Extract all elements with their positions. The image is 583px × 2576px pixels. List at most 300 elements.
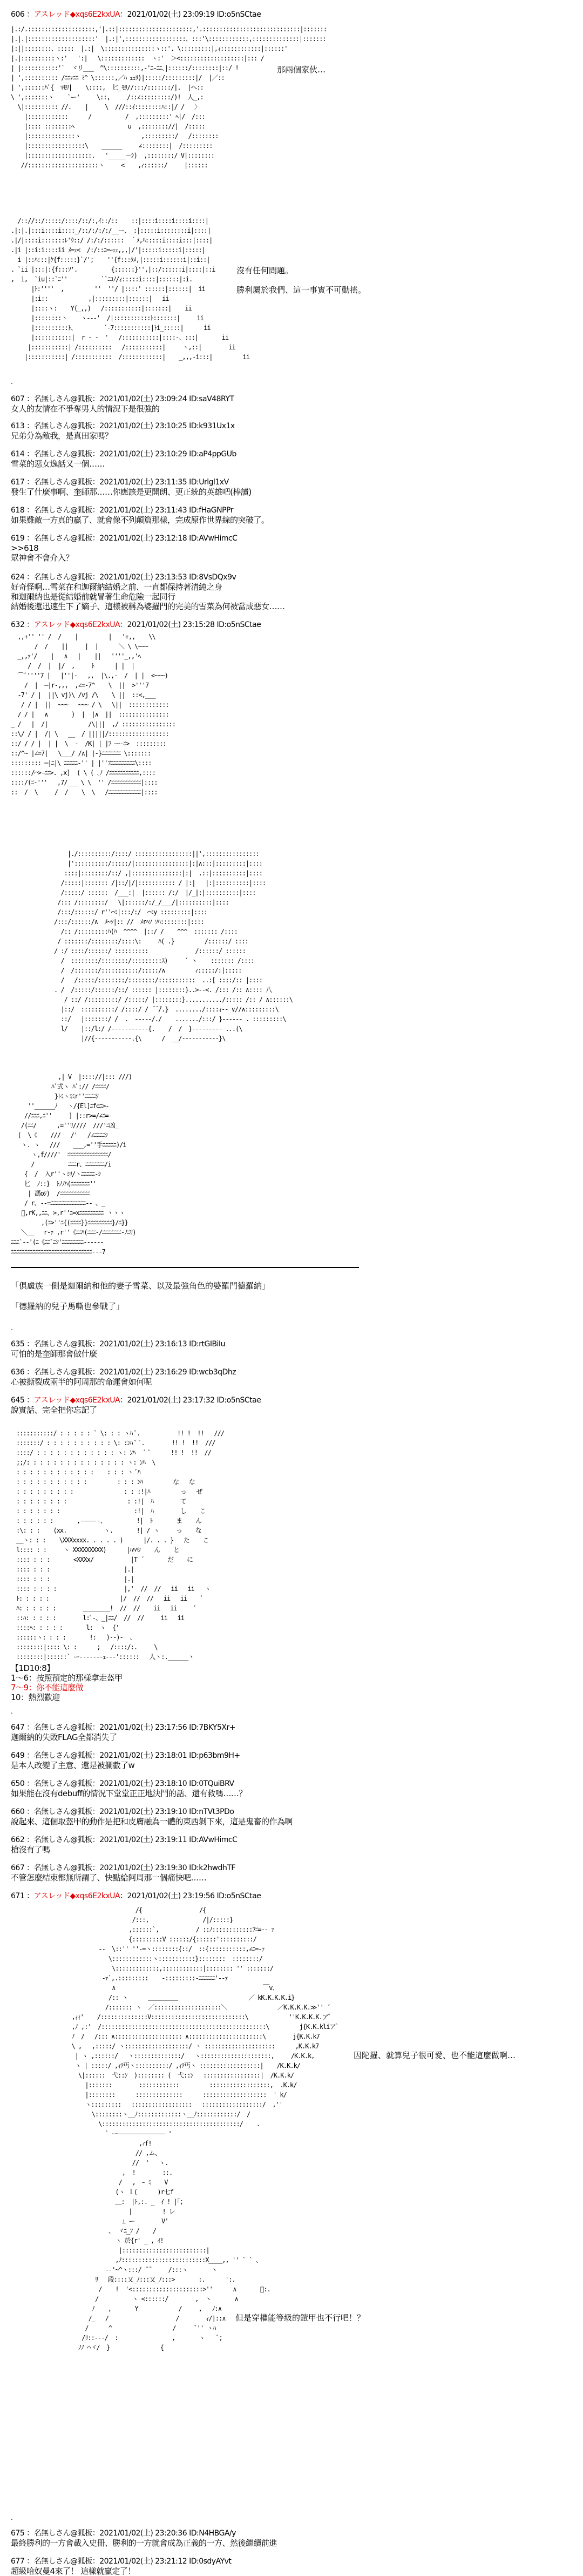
ascii-art-line: ,::::::`, / ::ﾉ::::::::::::ﾌﾆ=-- ｧ <box>65 1926 274 1933</box>
poster-id[interactable]: ID:fHaGNPPr <box>189 506 233 515</box>
separator: ： <box>24 2529 34 2538</box>
ascii-art-line: |.|.|::::::::::::::::::::' |.:|',::::::::::::::::::、:::'\::::::::::::,::::::::::::::|::::::: <box>11 35 326 43</box>
post <box>11 1723 235 1742</box>
post <box>11 505 269 525</box>
dice-option: 1～6：按照預定的那樣拿走盔甲 <box>11 1673 123 1683</box>
ascii-art-line: ﾊ: : : : : : ________! // // ii ii ﾞ <box>16 1604 196 1612</box>
ascii-art-line: / / | ∧ ) | |∧ || ::::::::::::::: <box>11 711 169 718</box>
ascii-art-line: : : : : : : : : : :!| ﾊ て <box>16 1498 186 1505</box>
post-header <box>11 477 252 487</box>
ascii-art-line: : : : : : : : : : : : : : : ﾝﾊ な な <box>16 1478 195 1486</box>
post <box>11 10 261 19</box>
separator: ： <box>92 450 100 458</box>
post-body-line: 和迦爾納也是從結婚前就冒著生命危險一起同行 <box>11 592 175 602</box>
post-header <box>11 2557 231 2566</box>
period-marker: . <box>11 378 13 386</box>
ascii-art <box>11 216 249 362</box>
poster-id[interactable]: ID:N4HBGA/y <box>189 2529 236 2538</box>
post-number[interactable]: 649 <box>11 1751 25 1760</box>
ascii-art-line: \ ',:::::::ヽ `ー' \::, /::∠:::::::::/)! 人_,: <box>11 93 204 101</box>
ascii-art-line: | ヽ ,::::::/ ヽ::::::::::::::/ ヽ:::::::::::::::::::::, /K.K.k, <box>65 2052 315 2060</box>
ascii-art-line: |::::::::::::::ヽ ,:::::::::/ /:::::::: <box>11 132 219 140</box>
separator: ： <box>92 534 100 543</box>
separator: ： <box>24 1779 34 1788</box>
post-number[interactable]: 618 <box>11 506 25 515</box>
separator: ： <box>24 506 34 515</box>
ascii-art <box>11 1072 136 1257</box>
ascii-art-line: ,ﾉ:::::::::::::::::::::::::X____,, '' ` ` 、 <box>65 2256 262 2264</box>
separator: ： <box>92 1864 100 1872</box>
ascii-art-line: .|:|.|:::i::::i::::_/::/:/:/:/__ー、 :|:::::i::::::::i|::::| <box>11 227 211 234</box>
ascii-art-line: |.|::::::::::ヽ:' ':| \::::::::::::: ヽ:' ＞<:::::::::::::::::::|::: / <box>11 55 264 62</box>
ascii-art-line: ::::/ : : : : : : : : : : : : ヽ: ﾝﾊ ﾞ ﾞ !! ! !! // <box>16 1449 211 1456</box>
ascii-art-line: : : : : : : : : : : : :!|ﾊ っ ぜ <box>16 1488 202 1495</box>
post <box>11 1891 261 1901</box>
ascii-art-line: /::: /::::::::/ \|::::::/:/_/___/|::::::::::|:::: <box>54 899 229 906</box>
post-date: 2021/01/02(土) 23:10:25 <box>99 422 187 430</box>
ascii-art-line: \ , ,:::::/ ヽ:::::::::::::::::::/ ヽ ::::::::::::::::::::: ,K.K.k7 <box>65 2042 319 2050</box>
post-date: 2021/01/02(土) 23:19:56 <box>127 1892 215 1900</box>
post <box>11 1395 261 1415</box>
poster-id[interactable]: ID:rtGIBiIu <box>189 1340 225 1348</box>
dice-option-selected: 7～9：你不能這麼做 <box>11 1683 84 1692</box>
ascii-art-line: |:::::::::::| /:::::::::: /:::::::::::| ヽ,::| ii <box>11 343 235 351</box>
post-number[interactable]: 607 <box>11 395 25 403</box>
separator: ： <box>92 2529 100 2538</box>
ascii-art-line: |:||::::::::、::::: |.:| \:::::::::::::::ヽ::'. \:::::::::|,ｨ::::::::::::|::::::' <box>11 45 288 52</box>
ascii-art-line: / ﾆﾆﾆr、ﾆﾆﾆﾆﾆﾆﾆ/i <box>11 1161 111 1168</box>
ascii-art-line: |::::ヽ: Y(_,,) /:::::::::::|:::::::| ii <box>11 305 192 312</box>
ascii-art-line: /ﾘ::---/ : , ヽ ﾞ; <box>65 2334 222 2342</box>
post-number[interactable]: 671 <box>11 1892 25 1900</box>
ascii-art-line: :::: : : : <XXXx/ |T ´ だ に <box>16 1556 193 1563</box>
period-marker: . <box>11 1324 13 1332</box>
ascii-art-line: / r、--=ﾆﾆﾆﾆﾆﾆﾆﾆﾆﾆﾆﾆﾆ-- 、_ <box>11 1199 105 1207</box>
post-body-line: 如果難敵一方真的贏了、就會像不列顛篇那樣，完成原作世界線的突破了。 <box>11 515 269 525</box>
poster-name: 名無しさん@狐板 <box>33 1723 92 1732</box>
ascii-art-line: ::::|::::::::/::/ ,|:::::::::::::::|:| .::|::::::::::|:::: <box>54 869 262 877</box>
post-header <box>11 421 235 431</box>
separator: ： <box>120 1892 127 1900</box>
ascii-art-line: / , ｰ ﾐ V <box>65 2179 168 2186</box>
post-body-line: 不管怎麼結束都無所謂了、快點給阿周那一個痛快吧…… <box>11 1873 207 1883</box>
separator: ： <box>92 422 100 430</box>
ascii-art-line: /:::, /|/:::::} <box>65 1916 233 1924</box>
ascii-art-line: ::::::::|::::::` ー-------ｪ---':::::: 人ヽ:.______ヽ <box>16 1653 194 1661</box>
post-header <box>11 1891 261 1901</box>
ascii-art-line: |:::::::::::: / / ,:::::::::' ﾍ|/ /::: <box>11 113 205 120</box>
author-name: アスレッド◆xqs6E2kxUA <box>33 1396 120 1405</box>
ascii-art-line: \|:::::::::: //. | \ ///::ｲ::::::::ﾊ::|/ / 〉 <box>11 103 200 111</box>
post-body-line: 發生了什麼事啊、奎師那……你應該是更開朗、更正統的英雄吧(棒讀) <box>11 487 252 497</box>
post-body-line: 可怕的是奎師那會做什麼 <box>11 1349 97 1359</box>
narration-text: 「德羅納的兒子馬嘶也參戰了」 <box>11 1302 125 1311</box>
post-date: 2021/01/02(土) 23:19:10 <box>99 1808 187 1816</box>
post-number[interactable]: 617 <box>11 478 25 487</box>
post-header <box>11 2528 277 2538</box>
post-body-line: 結婚後還迅速生下了嫡子、這樣被稱為婆羅門的完美的雪菜為何被當成惡女…… <box>11 602 285 611</box>
post-number[interactable]: 635 <box>11 1340 25 1348</box>
post-header <box>11 1751 240 1761</box>
post-number[interactable]: 613 <box>11 422 25 430</box>
poster-id[interactable]: ID:o5nSCtae <box>216 10 261 19</box>
ascii-art-line: /:::/::::::/∧ ﾒ~ｿ|:: // ﾒrﾍｿ ｿﾊ::::::::|:::: <box>54 918 204 926</box>
poster-id[interactable]: ID:8VsDQx9v <box>189 573 236 582</box>
poster-id[interactable]: ID:nTVt3PDo <box>189 1808 234 1816</box>
poster-name: 名無しさん@狐板 <box>33 2529 92 2538</box>
ascii-art-line: ヽ::::::::: :::::::::::::::::: ::::::::::::::::::/ ,'' <box>65 2101 283 2108</box>
post-date: 2021/01/02(土) 23:12:18 <box>99 534 187 543</box>
ascii-art-line: / / | || ~~~ ~~~ / \ \|| :::::::::::: <box>11 701 169 709</box>
post-header <box>11 1807 293 1817</box>
ascii-art-line: / /:::::::/:::::::::::/:::::/∧ ｨ:::::/:|::::: <box>54 967 242 974</box>
post-date: 2021/01/02(土) 23:20:36 <box>99 2529 187 2538</box>
post <box>11 534 237 563</box>
separator: ： <box>92 1368 100 1377</box>
dialogue-text: 沒有任何問題。 <box>236 266 294 275</box>
post-date: 2021/01/02(土) 23:10:29 <box>99 450 187 458</box>
separator: ： <box>24 1368 34 1377</box>
post <box>11 1367 236 1387</box>
reply-anchor-link[interactable]: >>618 <box>11 543 39 553</box>
ascii-art-line: :::: : : : : |,' // // ii ii ヽ <box>16 1585 211 1593</box>
post-number[interactable]: 624 <box>11 573 25 582</box>
ascii-art-line: ＿: |ﾄ,:. _ ｲ ! |｢; <box>65 2198 183 2206</box>
post-body-line: 最終勝利的一方會載入史冊、勝利的一方就會成為正義的一方、然後繼續前進 <box>11 2538 277 2548</box>
ascii-art-line: |:::::::::::::::::::::::::| <box>65 2247 209 2254</box>
ascii-art-line: , ! ::. <box>65 2169 173 2176</box>
post-body-line: 眾神會不會介入？ <box>11 553 74 563</box>
post <box>11 1863 235 1883</box>
poster-id[interactable]: ID:AVwHimcC <box>189 1836 238 1844</box>
ascii-art-line: | ',::::::ﾊﾞ{ ﾏﾓﾘ| \::::, 匕_ﾓﾘ//:::/:::::::/|. |ヘ:: <box>11 84 204 91</box>
post-header <box>11 1723 235 1732</box>
post-header <box>11 620 261 630</box>
post-header <box>11 1779 247 1789</box>
narration-text: 「俱盧族一側是迦爾納和他的妻子雪菜、以及最強角色的婆羅門德羅納」 <box>11 1281 270 1291</box>
ascii-art-line: ::::::::: ─|ﾆ|\ ﾆﾆﾆﾆﾆ-'' | |''ﾌﾆﾆﾆﾆﾆﾆﾆﾆﾆ\:::: <box>11 759 152 767</box>
ascii-art-line: ,ｨf! <box>65 2140 152 2147</box>
dialogue-text: 那兩個家伙… <box>277 65 326 75</box>
post-date: 2021/01/02(土) 23:11:35 <box>99 478 187 487</box>
post-date: 2021/01/02(土) 23:09:19 <box>127 10 215 19</box>
post-date: 2021/01/02(土) 23:15:28 <box>127 621 215 629</box>
ascii-art-line: ::/ / / | | | \ - /K| | |ﾌ ｰｰ-ﾆ> ::::::::: <box>11 740 166 747</box>
poster-name: 名無しさん@狐板 <box>33 422 92 430</box>
ascii-art-line: :: / \ / / \ \ /ﾆﾆﾆﾆﾆﾆﾆﾆﾆﾆﾆﾆ|:::: <box>11 788 158 796</box>
poster-name: 名無しさん@狐板 <box>33 1836 92 1844</box>
post-number[interactable]: 619 <box>11 534 25 543</box>
ascii-art-line: ::/^~ |∠=7| \___/ /∧| |-}ﾆﾆﾆﾆﾆﾆﾆ \::::::: <box>11 750 151 757</box>
ascii-art-line: //ﾆﾆﾆ,ﾆ'' ] |::r>=/∠ﾆ=- <box>11 1112 112 1120</box>
ascii-art-line: . / /:::::/::::::/::/ :::::: |::::::::}..>--<. /::: /:: ∧:::: 八 <box>54 986 272 994</box>
ascii-art-line: |:::::::: :::::::::::::: ::::::::::::::::::: ' k/ <box>65 2091 287 2099</box>
post-number[interactable]: 606 <box>11 10 25 19</box>
post-header <box>11 1367 236 1377</box>
poster-id[interactable]: ID:Urlgl1xV <box>189 478 229 487</box>
ascii-art-line: / ::/ /:::::::::/ /:::::/ |::::::::}.........../::::: /:: / ∧::::::\ <box>54 996 293 1003</box>
ascii-art-line: / / | |/ , ﾄ | | | <box>11 662 135 670</box>
ascii-art-line: ::\/ / | /| \ __ / |||||/:::::::::::::::::: <box>11 730 169 738</box>
ascii-art-line: -ｧ`,.::::::::: -:::::::::-ﾆﾆﾆﾆﾆﾆ'--ｧ <box>65 1974 228 1982</box>
post-header <box>11 1339 225 1349</box>
separator: ： <box>92 1751 100 1760</box>
post <box>11 572 285 611</box>
post <box>11 449 236 469</box>
ascii-art-line: ::ﾊ: : : : : l:ﾞ-、_|ﾆﾆ/ // // ii ii <box>16 1614 185 1622</box>
separator: ： <box>92 1779 100 1788</box>
separator: ： <box>92 1340 100 1348</box>
poster-id[interactable]: ID:k931Ux1x <box>189 422 235 430</box>
post <box>11 1835 237 1855</box>
ascii-art-line: ＼__ r-ｧ ,r''《ﾆﾆﾊ(ﾆﾆﾆ-/ﾆﾆﾆﾆﾆﾆﾆ-ﾉﾆﾘ) <box>11 1229 136 1236</box>
ascii-art-line: |:::::::::::::::::::. '_____－ｼ) ,::::::::/ V|:::::::: <box>11 152 215 159</box>
ascii-art-line: ﾆﾆﾆ`--'(ﾆ《ﾆﾆﾞﾆｼ'ﾆﾆﾆﾆﾆﾆﾆﾆ------ <box>11 1238 104 1246</box>
ascii-art-line: -‐'~^ヽ:::/ ̄ ̄ /:::ヽ ヽ <box>65 2266 217 2274</box>
ascii-art-line: // ,ム、 <box>65 2149 161 2157</box>
post <box>11 620 261 630</box>
separator: ： <box>24 1751 34 1760</box>
post-number[interactable]: 662 <box>11 1836 25 1844</box>
poster-id[interactable]: ID:0sdyAYvt <box>189 2557 232 2566</box>
ascii-art-line: | |:::::::::::'` ヾリ___ ^\::::::::::,-'ﾆ-ﾆﾆ､|::::::/::::::::|::/ ! <box>11 64 239 72</box>
ascii-art-line: /::::::: ヽ ／::::::::::::::::::::＼ ／K.K.K.K.≫'' ´ <box>65 2004 330 2011</box>
ascii-art-line: ::::::/⌒>-ﾆﾆ>. ,x] ( \ ( ､ﾉ /ﾆﾆﾆﾆﾆﾆﾆﾆﾆﾆﾆ,:::: <box>11 769 155 777</box>
separator: ： <box>92 573 100 582</box>
poster-id[interactable]: ID:o5nSCtae <box>216 1396 261 1405</box>
ascii-art-line: ﾉﾉ ⌒ヾ/ } { <box>65 2344 164 2351</box>
separator: ： <box>92 1723 100 1732</box>
post-body-line: 說起來、這個取盔甲的動作是把和皮膚融為一體的東西剝下來，這是鬼畜的作為啊 <box>11 1817 293 1826</box>
ascii-art-line: /:::/::::::/ r''⌒ﾐ|:::/:/ ⌒ﾐy :::::::::|:::: <box>54 908 207 916</box>
poster-id[interactable]: ID:0TQuiBRV <box>189 1779 234 1788</box>
post-number[interactable]: 650 <box>11 1779 25 1788</box>
post-date: 2021/01/02(土) 23:17:56 <box>99 1723 187 1732</box>
ascii-art-line: _,,ｧ'/ | ∧ | || ''''_,,'ﾍ <box>11 652 141 660</box>
author-name: アスレッド◆xqs6E2kxUA <box>33 1892 120 1900</box>
ascii-art <box>16 1428 224 1662</box>
ascii-art <box>11 24 327 170</box>
post <box>11 1779 247 1798</box>
poster-id[interactable]: ID:wcb3qDhz <box>189 1368 236 1377</box>
ascii-art-line: \:::::::::::::::::::::::::::::::::::::::::/ . <box>65 2120 260 2128</box>
separator: ： <box>92 1808 100 1816</box>
post <box>11 421 235 441</box>
poster-id[interactable]: ID:AVwHimcC <box>189 534 238 543</box>
ascii-art-line: ''______ﾉ ヽ/{El]ﾆf⊂ﾆ>- <box>11 1102 109 1110</box>
post-body-line: 如果能在沒有debuff的情況下堂堂正正地決鬥的話、還有救嗎……？ <box>11 1789 247 1798</box>
separator: ： <box>92 1836 100 1844</box>
ascii-art-line: ` ー―――――――――――――― ' <box>65 2130 172 2137</box>
ascii-art-line: |::::::::::ﾄ、 ´-7:::::::::::|ﾄi_:::::| ii <box>11 324 211 332</box>
ascii-art <box>65 1905 342 2352</box>
post-number[interactable]: 645 <box>11 1396 25 1405</box>
ascii-art-line: /:: /:::::::::ﾊ(ﾊ ^^^^ |::/ / ^^^ ::::::: /:::: <box>54 928 238 935</box>
post-header <box>11 394 234 404</box>
post-body-line: 女人的友情在不爭奪男人的情況下是很強的 <box>11 404 160 414</box>
ascii-art-line: ﾘ 段::::又_ﾉ:::又_ﾉ:::> :. ':. <box>65 2276 235 2283</box>
post-number[interactable]: 614 <box>11 450 25 458</box>
poster-name: 名無しさん@狐板 <box>33 1808 92 1816</box>
ascii-art-line: ::::/(ﾆ-''' ,7/___ \ \ '' /ﾆﾆﾆﾆﾆﾆﾆﾆﾆﾆﾆ|:::: <box>11 779 158 786</box>
ascii-art-line: __ヽ: : : \XXXxxxx. . . . . ) |/. . . } た こ <box>16 1536 209 1544</box>
post-number[interactable]: 636 <box>11 1368 25 1377</box>
ascii-art-line: ﾞ,rK,,ﾆﾆ、>,r''ﾆ=xﾆﾆﾆﾆﾆﾆﾆﾆﾆ ヽヽヽ <box>11 1209 125 1217</box>
ascii-art-line: \::::::::::::ヽ:::::::::::}:::::::: ::::::::/ <box>65 1955 262 1963</box>
ascii-art-line: ::::::ヽ: : : : !: )--)- 、 <box>16 1634 136 1641</box>
ascii-art-line: |:::: ::::::::ﾍ u ,:::::::://| /::::: <box>11 123 205 130</box>
ascii-art-line: : : : : : : : :!| ﾊ し こ <box>16 1507 206 1515</box>
separator: ： <box>24 621 34 629</box>
poster-id[interactable]: ID:aP4ppGUb <box>189 450 236 458</box>
poster-name: 名無しさん@狐板 <box>33 573 92 582</box>
ascii-art-line: (ヽ ｌ( )r七f <box>65 2188 174 2196</box>
ascii-art-line: ⌒ﾞ''''7 | |''|- ,, |\.,- / | | <~~~) <box>11 672 168 679</box>
dice-option: 10：熱烈歡迎 <box>11 1692 60 1702</box>
ascii-art-line: ﾊﾞ式ヽ ﾊﾞ:// /ﾆﾆﾆﾆ/ <box>11 1083 110 1090</box>
post-header <box>11 1395 261 1405</box>
ascii-art-line: ﾉ , Y / , ﾉ:∧ <box>65 2305 222 2312</box>
ascii-art-line: |//{-----------.{\ / __/-----------}\ <box>54 1035 226 1042</box>
separator: ： <box>120 10 127 19</box>
post-number[interactable]: 675 <box>11 2529 25 2538</box>
post-header <box>11 449 236 459</box>
post-date: 2021/01/02(土) 23:17:32 <box>127 1396 215 1405</box>
post-number[interactable]: 647 <box>11 1723 25 1732</box>
post-header <box>11 534 237 543</box>
ascii-art-line: .|/|::::i:::::::ﾚ'ｳ::/ /:/:/:::::: ｀ﾒ,ﾊ:::::i::::i:::|::::| <box>11 237 213 244</box>
poster-id[interactable]: ID:o5nSCtae <box>216 621 261 629</box>
separator: ： <box>120 1396 127 1405</box>
poster-id[interactable]: ID:k2hwdhTF <box>189 1864 235 1872</box>
ascii-art-line: : : : : : : ,-―――--、 !| ﾄ ま ん <box>16 1517 202 1525</box>
ascii-art-line: |:::::::::::::::::\ ______ ∠::::::::| /::::::::: <box>11 142 213 150</box>
separator: ： <box>24 2557 34 2566</box>
poster-name: 名無しさん@狐板 <box>33 1779 92 1788</box>
post-date: 2021/01/02(土) 23:19:30 <box>99 1864 187 1872</box>
post-number[interactable]: 660 <box>11 1808 25 1816</box>
poster-id[interactable]: ID:o5nSCtae <box>216 1892 261 1900</box>
ascii-art-line: |ﾄ:'''' , '' ''/ |::::' ::::::|::::::| ii <box>11 285 205 293</box>
ascii-art-line: |:i:: ,|:::::::::|::::::| ii <box>11 295 169 302</box>
ascii-art-line: _ / | /| /\||| ,/ :::::::::::::::: <box>11 720 176 728</box>
ascii-art-line: / / || | | ＼ \ \~~~ <box>11 643 148 650</box>
ascii-art-line: /_ / / ｨ/|::∧ <box>65 2315 226 2322</box>
dice-title: 【1D10:8】 <box>11 1663 55 1673</box>
post-body-line: 好奇怪啊…雪菜在和迦爾納結婚之前、一直都保持著清純之身 <box>11 582 222 592</box>
post-header <box>11 572 285 582</box>
post-date: 2021/01/02(土) 23:11:43 <box>99 506 187 515</box>
ascii-art-line: ,ｨｨ' /::::::::::::::V::::::::::::::::::::::::::::\ ''K.K.K.K.ア゜ <box>65 2013 334 2021</box>
separator: ： <box>24 10 34 19</box>
ascii-art-line: :::::::::::/ : : : : : ` \: : : ヽﾊ ﾞ. !! ! !! /// <box>16 1429 225 1437</box>
separator: ： <box>24 1808 34 1816</box>
ascii-art-line: // ' ヽ. <box>65 2159 168 2167</box>
ascii-art-line: ﾉ / /::: ∧:::::::::::::::::::: ∧::::::::::::::::::::::\ j{K.K.k7 <box>65 2033 320 2040</box>
ascii-art-line: ヽ 於{r' _ , ｲ! <box>65 2237 164 2244</box>
post-number[interactable]: 667 <box>11 1864 25 1872</box>
separator: ： <box>24 422 34 430</box>
author-name: アスレッド◆xqs6E2kxUA <box>33 621 120 629</box>
ascii-art-line: \:::::::::::::,::::::::::::|:::::::: '' :::::::/ <box>65 1965 273 1972</box>
poster-name: 名無しさん@狐板 <box>33 1751 92 1760</box>
separator: ： <box>24 1723 34 1732</box>
ascii-art-line: : : : : : : : : : : : : : : : ヽ ﾞﾊ <box>16 1468 140 1476</box>
ascii-art-line: :::: : : : |.| <box>16 1566 134 1573</box>
ascii-art-line: i |::ﾊ:::|ｹ{f:::::}`/'; ''{f:::ﾀﾒ,|:::::i::::::i|::i::| <box>11 256 210 264</box>
ascii-art-line: :::: : : : |.| <box>16 1575 134 1583</box>
separator: ： <box>24 1892 34 1900</box>
ascii-art-line: //:::::::::::::::::::::ヽ < ,ｨ::::::/ |:::::: <box>11 161 208 169</box>
ascii-art-line: |::/ ::::::::::/ /::::/ / ̄ ̄ ̄/.} ......../::::ｨ-- ∨//∧:::::::::\ <box>54 1006 279 1013</box>
ascii-art-line: |:::::::::::| /::::::::::: /::::::::::::| _,,,-i:::| ii <box>11 353 249 361</box>
ascii-art-line: ::::::::|:::: \: : ; /::::/:. \ <box>16 1643 158 1651</box>
post-number[interactable]: 632 <box>11 621 25 629</box>
post-date: 2021/01/02(土) 23:16:13 <box>99 1340 187 1348</box>
post-body-line: 超級哈奴曼4來了！ 這樣就贏定了！ <box>11 2566 135 2576</box>
ascii-art-line: / :/ ::::/::::::/ :::::::::: /::::::/ :::::: <box>54 947 246 955</box>
ascii-art-line: |::::::: :::::::::::: ::::::::::::::::::, .K.k/ <box>65 2081 297 2089</box>
ascii-art-line: ﾄ: : : : : |/ // // ii ii ﾞ <box>16 1595 204 1602</box>
post-number[interactable]: 677 <box>11 2557 25 2566</box>
post-date: 2021/01/02(土) 23:18:10 <box>99 1779 187 1788</box>
post-body-line: 心被撕裂成兩半的阿周那的命運會如何呢 <box>11 1377 152 1387</box>
ascii-art-line: , i, `iu|::`ﾆ'' ``ﾆｺﾉ/ｨ:::::i::::|::::::|:i. <box>11 275 193 283</box>
ascii-art-line: /:::::|::::::: /|::/|/|::::::::::: / |:| |:|::::::::::|:::: <box>54 879 266 887</box>
poster-id[interactable]: ID:p63bm9H+ <box>189 1751 240 1760</box>
ascii-art-line: | ! レ <box>65 2208 175 2215</box>
poster-id[interactable]: ID:saV48RYT <box>189 395 234 403</box>
ascii-art-line: ( \《 /// /' /∠ﾆﾆﾆﾆｼ <box>11 1131 108 1139</box>
separator: ： <box>92 395 100 403</box>
ascii-art-line: | ',:::::::::: /ﾆﾆｧﾆﾆ ﾐ^ \::::::,／ﾊ ｪｪﾘ)|:::::/:::::::::|/ |／:: <box>11 74 225 82</box>
post-header <box>11 1835 237 1845</box>
ascii-art-line: -- \::'' ''-=ヽ::::::::{::/ ::{:::::::::::,∠ﾆ=-ｧ <box>65 1945 265 1953</box>
post-date: 2021/01/02(土) 23:21:12 <box>99 2557 187 2566</box>
ascii-art-line: ,,+'' '' / / | | '+,, \\ <box>11 633 155 640</box>
ascii-art-line: l:::: : : ヽ XXXXXXXXX) |ﾊﾊﾊｼ ん と <box>16 1546 179 1554</box>
poster-name: 名無しさん@狐板 <box>33 1340 92 1348</box>
ascii-art-line: }ﾄﾐヽﾐﾐr''ﾆﾆﾆﾆｼ <box>11 1093 98 1100</box>
ascii-art-line: /:: ヽ ＿＿＿＿＿ ／ kK.K.K.K.i} <box>65 1994 295 2001</box>
ascii-art-line: | 馮oｼ) /ﾆﾆﾆﾆﾆﾆﾆﾆﾆﾆﾆ <box>11 1190 90 1197</box>
post <box>11 477 252 497</box>
separator: ： <box>24 478 34 487</box>
separator: ： <box>24 395 34 403</box>
post-date: 2021/01/02(土) 23:09:24 <box>99 395 187 403</box>
separator: ： <box>24 1836 34 1844</box>
ascii-art-line: / ヽ <::::::/ , ヽ ∧ <box>65 2295 238 2303</box>
separator: ： <box>24 1396 34 1405</box>
post-header <box>11 10 261 19</box>
separator: ： <box>24 1340 34 1348</box>
ascii-art-line: 匕 ﾉ::} ﾄﾉﾉﾊ(ﾆﾆﾆﾆﾆﾆﾆ'' <box>11 1180 97 1188</box>
ascii-art-line: /{ /{ <box>65 1906 206 1914</box>
ascii-art-line: ,| V |:::://|::: ///) <box>11 1073 132 1081</box>
post-body-line: 迦爾納的失敗FLAG全都消失了 <box>11 1732 117 1742</box>
poster-id[interactable]: ID:7BKY5Xr+ <box>189 1723 235 1732</box>
dialogue-text: 但是穿權能等級的鎧甲也不行吧！？ <box>235 2313 365 2323</box>
dialogue-text: 因陀羅、就算兒子很可愛、也不能這麼做啊… <box>354 2051 516 2060</box>
ascii-art <box>11 632 175 797</box>
author-name: アスレッド◆xqs6E2kxUA <box>33 10 120 19</box>
ascii-art-line: / ::::::::/::::::::/:::::::::ｽ) ´ ヽ ::::::: /:::: <box>54 957 254 965</box>
poster-name: 名無しさん@狐板 <box>33 1864 92 1872</box>
ascii-art-line: ,ﾉ ,:' /:::::::::::::::::::::::::::::::::::::::::::::::::\ j{K.K.kliア゜ <box>65 2023 342 2031</box>
poster-name: 名無しさん@狐板 <box>33 2557 92 2566</box>
separator: ： <box>92 2557 100 2566</box>
ascii-art-line: :::::::/ : : : : : : : : : : \: :ﾝﾊ ﾞ ﾞ. !! ! !! /// <box>16 1439 215 1447</box>
